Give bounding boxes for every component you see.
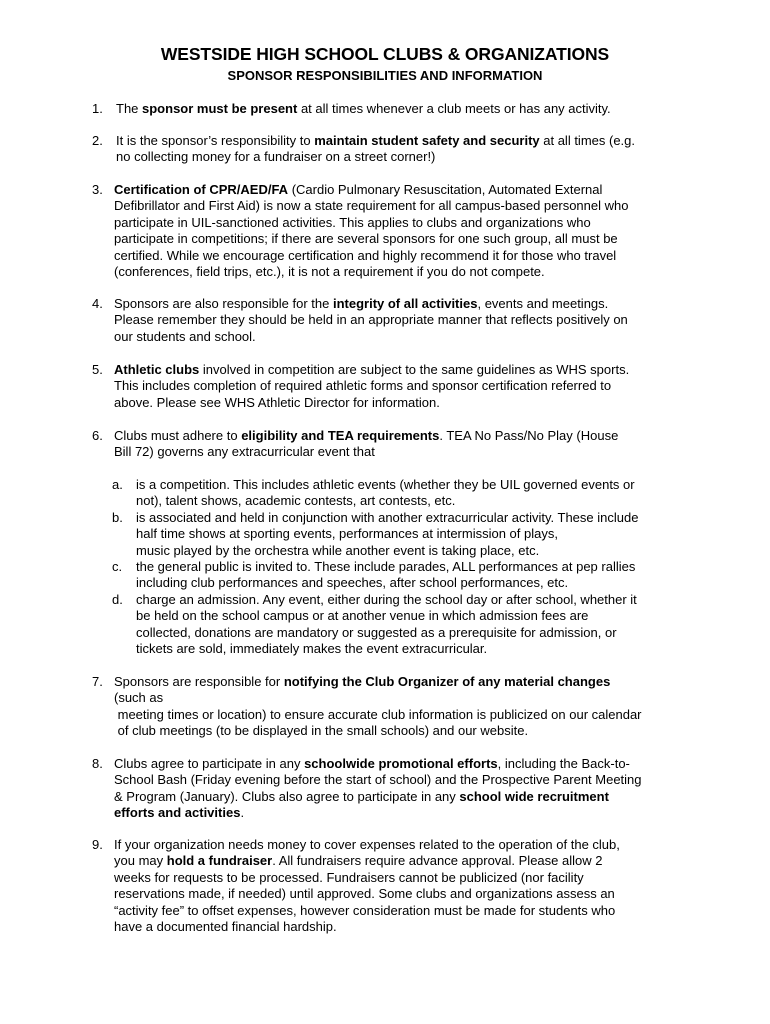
item-text: Athletic clubs involved in competition are subject to the same guidelines as WHS sports. This includes completion of required athletic forms and sponsor certification referred to above. Please see WHS Athletic Director for information. [114,362,630,410]
item-text: Sponsors are also responsible for the integrity of all activities, events and meetings. Please remember they should be held in an appropriate manner that reflects positively on our students and school. [114,296,628,344]
item-number: 6. [92,428,103,443]
item-number: 7. [92,674,103,689]
item-text: The sponsor must be present at all times whenever a club meets or has any activity. [116,101,611,116]
item-text: It is the sponsor’s responsibility to maintain student safety and security at all times (e.g. no collecting money for a fundraiser on a street corner!) [116,133,636,165]
item-text: Sponsors are responsible for notifying the Club Organizer of any material changes (such as meeting times or location) to ensure accurate club information is publicized on our calendar of club meetings (to be displayed in the small schools) and our website. [114,674,642,739]
item-number: 1. [92,101,103,116]
sub-item-letter: c. [112,559,123,574]
page-subtitle: SPONSOR RESPONSIBILITIES AND INFORMATION [227,68,543,83]
item-number: 4. [92,296,103,311]
item-number: 9. [92,837,103,852]
page-title: WESTSIDE HIGH SCHOOL CLUBS & ORGANIZATIONS [160,44,610,64]
item-number: 5. [92,362,103,377]
item-text: Clubs must adhere to eligibility and TEA requirements. TEA No Pass/No Play (House Bill 72) governs any extracurricular event that [114,428,619,460]
document-page: WESTSIDE HIGH SCHOOL CLUBS & ORGANIZATIONS SPONSOR RESPONSIBILITIES AND INFORMATION 1. The sponsor must be present at all times whenever a club meets or has any activity. 2. It is the sponsor’s responsibility to maintain student safety and security at all times (e.g. no collecting money for a fundraiser on a street corner!) 3. Certification of CPR/AED/FA (Cardio Pulmonary Resuscitation, Automated External Defibrillator and First Aid) is now a state requirement for all campus-based personnel who participate in UIL-sanctioned activities. This applies to clubs and organizations who participate in competitions; if there are several sponsors for one such group, all must be certified. While we encourage certification and highly recommend it for those who travel (conferences, field trips, etc.), it is not a requirement if you do not compete. 4. Sponsors are also responsible for the integrity of all activities, events and meetings. Please remember they should be held in an appropriate manner that reflects positively on our students and school. 5. Athletic clubs involved in competition are subject to the same guidelines as WHS sports. This includes completion of required athletic forms and sponsor certification referred to above. Please see WHS Athletic Director for information. 6. Clubs must adhere to eligibility and TEA requirements. TEA No Pass/No Play (House Bill 72) governs any extracurricular event that a. is a competition. This includes athletic events (whether they be UIL governed events or not), talent shows, academic contests, art contests, etc. b. is associated and held in conjunction with another extracurricular activity. These include half time shows at sporting events, performances at intermission of plays, music played by the orchestra while another event is taking place, etc. c. the general public is invited to. These include parades, ALL performances at pep rallies including club performances and speeches, after school performances, etc. d. charge an admission. Any event, either during the school day or after school, whether it be held on the school campus or at another venue in which admission fees are collected, donations are mandatory or suggested as a prerequisite for admission, or tickets are sold, immediately makes the event extracurricular. 7. Sponsors are responsible for notifying the Club Organizer of any material changes (such as meeting times or location) to ensure accurate club information is publicized on our calendar of club meetings (to be displayed in the small schools) and our website. 8. Clubs agree to participate in any schoolwide promotional efforts, including the Back-to- School Bash (Friday evening before the start of school) and the Prospective Parent Meeting & Program (January). Clubs also agree to participate in any school wide recruitment efforts and activities. 9. If your organization needs money to cover expenses related to the operation of the club, you may hold a fundraiser. All fundraisers require advance approval. Please allow 2 weeks for requests to be processed. Fundraisers cannot be publicized (nor facility reservations made, if needed) until approved. Some clubs and organizations assess an “activity fee” to offset expenses, however consideration must be made for students who have a documented financial hardship. [0,0,770,1024]
sub-item-letter: a. [112,477,123,492]
item-text: Certification of CPR/AED/FA (Cardio Pulmonary Resuscitation, Automated External Defibrillator and First Aid) is now a state requirement for all campus-based personnel who participate in UIL-sanctioned activities. This applies to clubs and organizations who participate in competitions; if there are several sponsors for one such group, all must be certified. While we encourage certification and highly recommend it for those who travel (conferences, field trips, etc.), it is not a requirement if you do not compete. [114,182,629,280]
item-text: Clubs agree to participate in any schoolwide promotional efforts, including the Back-to- School Bash (Friday evening before the start of school) and the Prospective Parent Meeting & Program (January). Clubs also agree to participate in any school wide recruitment efforts and activities. [114,756,642,821]
item-text: If your organization needs money to cover expenses related to the operation of the club, you may hold a fundraiser. All fundraisers require advance approval. Please allow 2 weeks for requests to be processed. Fundraisers cannot be publicized (nor facility reservations made, if needed) until approved. Some clubs and organizations assess an “activity fee” to offset expenses, however consideration must be made for students who have a documented financial hardship. [114,837,620,935]
item-number: 3. [92,182,103,197]
sub-item-letter: b. [112,510,123,525]
item-number: 2. [92,133,103,148]
item-number: 8. [92,756,103,771]
sub-item-letter: d. [112,592,123,607]
